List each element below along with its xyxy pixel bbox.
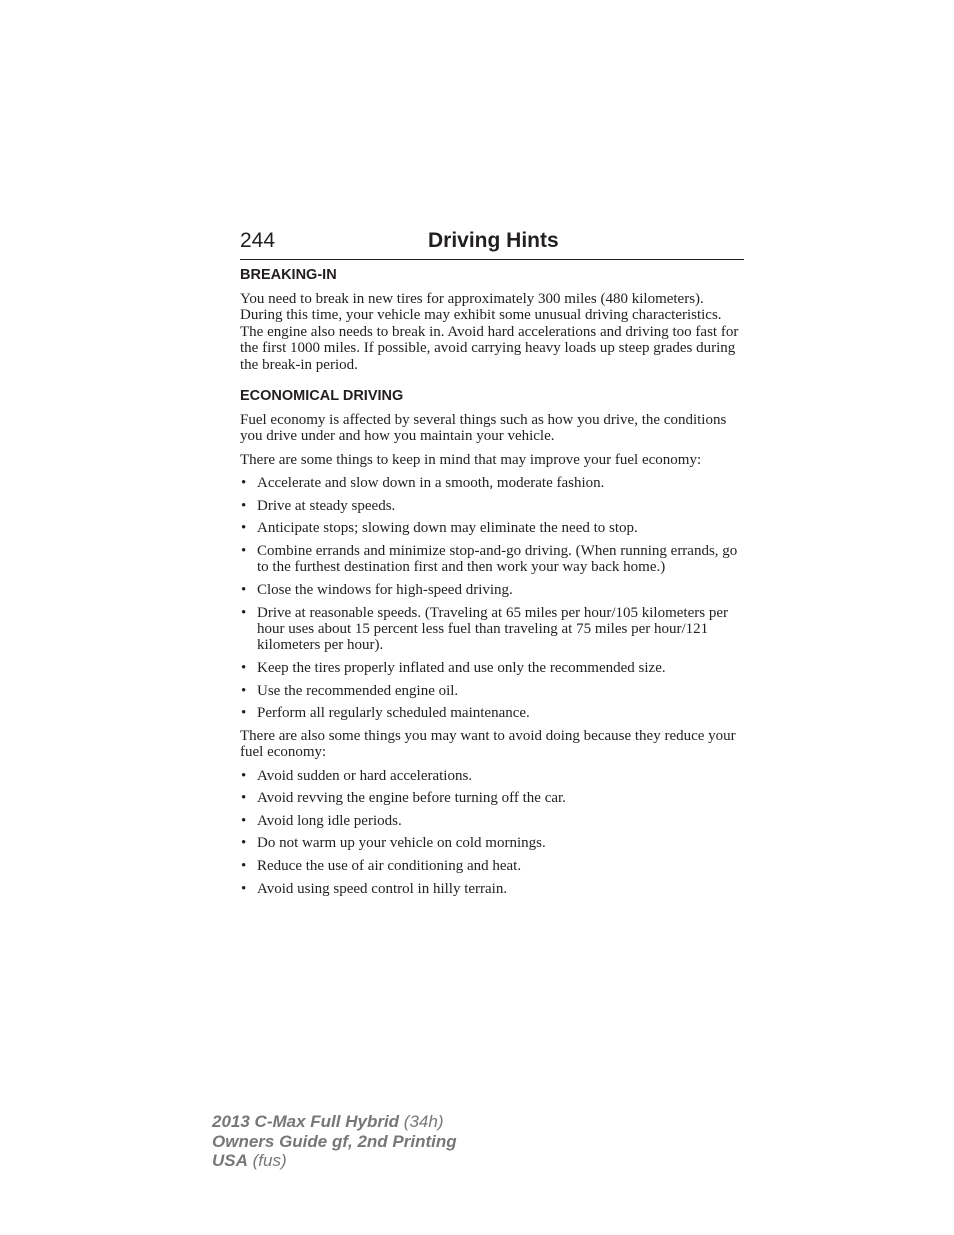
- footer-region: USA: [212, 1151, 248, 1170]
- section-heading-economical-driving: ECONOMICAL DRIVING: [240, 388, 404, 405]
- paragraph-improve-intro: There are some things to keep in mind that may improve your fuel economy:: [240, 451, 702, 468]
- bullet-icon: •: [241, 812, 247, 829]
- list-item: [240, 498, 740, 514]
- bullet-icon: •: [241, 660, 247, 677]
- footer-model-code: (34h): [403, 1112, 444, 1131]
- list-item-text: Combine errands and minimize stop-and-go driving. (When running errands, go to the furthest destination first and then work your way back home.): [257, 543, 738, 576]
- footer-model: 2013 C-Max Full Hybrid: [212, 1112, 400, 1131]
- list-item: [240, 520, 740, 536]
- list-item: [240, 858, 740, 874]
- avoid-list: [240, 768, 740, 897]
- page-header: [240, 228, 744, 260]
- section-breaking-in: [240, 266, 740, 373]
- list-item: [240, 543, 740, 576]
- list-item: [240, 813, 740, 829]
- paragraph-fuel-economy-intro: Fuel economy is affected by several things such as how you drive, the conditions you drive under and how you maintain your vehicle.: [240, 412, 727, 445]
- list-item-text: Perform all regularly scheduled maintenance.: [257, 705, 530, 722]
- list-item-text: Avoid using speed control in hilly terrain.: [257, 880, 508, 897]
- footer-line-guide: [212, 1132, 457, 1152]
- list-item-text: Avoid revving the engine before turning off the car.: [257, 790, 566, 807]
- list-item-text: Do not warm up your vehicle on cold mornings.: [257, 835, 546, 852]
- paragraph-breaking-in: You need to break in new tires for approximately 300 miles (480 kilometers). During this time, your vehicle may exhibit some unusual driving characteristics. The engine also needs to break in. Avoid hard accelerations and driving too fast for the first 1000 miles. If possible, avoid carrying heavy loads up steep grades during the break-in period.: [240, 291, 739, 373]
- bullet-icon: •: [241, 543, 247, 560]
- paragraph-avoid-intro: There are also some things you may want to avoid doing because they reduce your fuel economy:: [240, 727, 736, 761]
- bullet-icon: •: [241, 767, 247, 784]
- footer-line-region: [212, 1151, 457, 1171]
- list-item: [240, 790, 740, 806]
- bullet-icon: •: [241, 582, 247, 599]
- list-item: [240, 835, 740, 851]
- bullet-icon: •: [241, 880, 247, 897]
- list-item-text: Keep the tires properly inflated and use only the recommended size.: [257, 660, 666, 677]
- bullet-icon: •: [241, 858, 247, 874]
- list-item-text: Drive at reasonable speeds. (Traveling at 65 miles per hour/105 kilometers per hour uses about 15 percent less fuel than traveling at 75 miles per hour/121 kilometers per hour).: [257, 604, 728, 654]
- section-economical-driving: [240, 387, 740, 897]
- list-item-text: Use the recommended engine oil.: [257, 682, 459, 699]
- list-item: [240, 582, 740, 598]
- footer-guide: Owners Guide gf, 2nd Printing: [212, 1131, 457, 1151]
- footer-region-code: (fus): [252, 1151, 287, 1170]
- list-item-text: Anticipate stops; slowing down may eliminate the need to stop.: [257, 520, 638, 537]
- bullet-icon: •: [241, 604, 247, 621]
- bullet-icon: •: [241, 705, 247, 722]
- list-item-text: Drive at steady speeds.: [257, 497, 396, 514]
- bullet-icon: •: [241, 790, 247, 807]
- list-item: [240, 475, 740, 491]
- bullet-icon: •: [241, 682, 247, 699]
- page-number: 244: [240, 229, 276, 252]
- list-item: [240, 605, 740, 654]
- bullet-icon: •: [241, 497, 247, 514]
- document-footer: [212, 1112, 457, 1171]
- list-item: [240, 683, 740, 699]
- list-item-text: Avoid sudden or hard accelerations.: [257, 767, 473, 784]
- list-item: [240, 660, 740, 676]
- improve-list: [240, 475, 740, 721]
- page-title: Driving Hints: [428, 229, 559, 252]
- list-item-text: Reduce the use of air conditioning and heat.: [257, 858, 522, 874]
- bullet-icon: •: [241, 520, 247, 537]
- list-item-text: Avoid long idle periods.: [257, 812, 402, 829]
- list-item: [240, 768, 740, 784]
- list-item: [240, 881, 740, 897]
- section-heading-breaking-in: BREAKING-IN: [240, 267, 337, 283]
- page-content: [240, 266, 740, 911]
- footer-line-model: [212, 1112, 457, 1132]
- bullet-icon: •: [241, 835, 247, 852]
- list-item-text: Close the windows for high-speed driving.: [257, 582, 513, 599]
- bullet-icon: •: [241, 475, 247, 492]
- list-item: [240, 705, 740, 721]
- list-item-text: Accelerate and slow down in a smooth, moderate fashion.: [257, 475, 605, 492]
